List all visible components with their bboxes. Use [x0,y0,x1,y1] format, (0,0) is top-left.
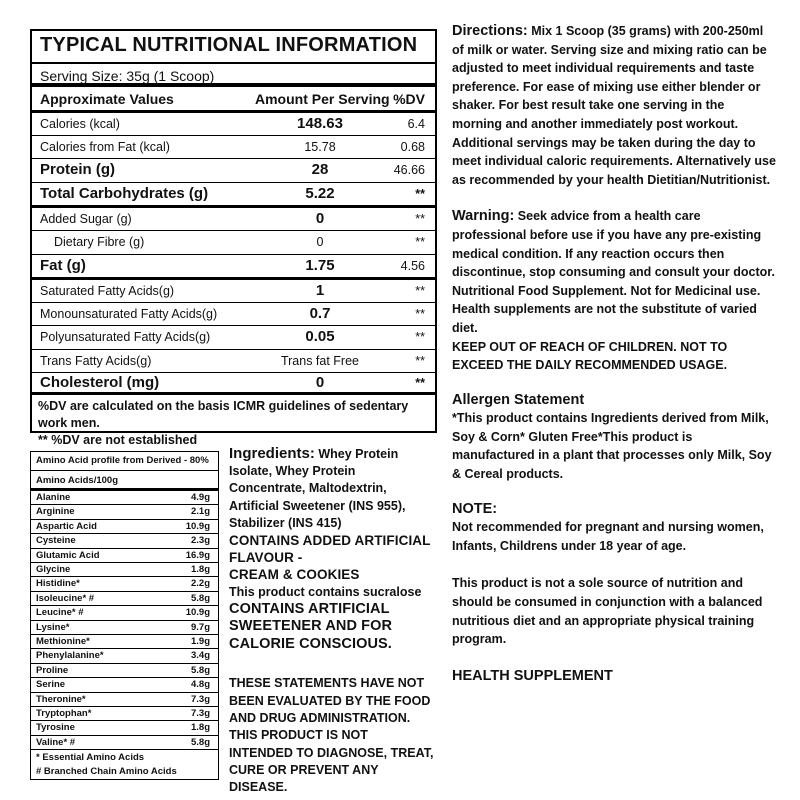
amino-value: 5.8g [190,664,210,676]
amino-name: Methionine* [36,636,90,647]
amino-value: 10.9g [185,520,210,532]
essential-amino-note: * Essential Amino Acids [36,752,145,763]
amino-value: 4.9g [190,492,210,503]
nutrient-dv: 6.4 [407,117,425,131]
nutrition-panel [30,29,437,447]
nutrient-name: Dietary Fibre (g) [54,235,145,249]
allergen-text: *This product contains Ingredients derived from Milk, Soy & Corn* Gluten Free*This product is manufactured in a plant that processes only Milk, Soy & Cereal products. [452,411,772,482]
amino-row [31,563,218,577]
nutrient-amount: 1.75 [305,257,335,274]
ingredients-paragraph [229,445,434,532]
nutrition-row [32,373,435,395]
amino-value: 4.8g [190,679,210,691]
nutrient-dv: ** [415,235,425,249]
amino-value: 1.8g [190,722,210,734]
footnote-dv-not-established: ** %DV are not established [38,433,198,447]
nutrition-row [32,231,435,255]
nutrient-dv: ** [415,307,425,321]
header-approximate-values: Approximate Values [40,91,174,107]
directions-paragraph [452,22,777,189]
nutrition-header-row [32,87,435,113]
added-flavour-notice: CONTAINS ADDED ARTIFICIAL FLAVOUR - [229,533,431,566]
amino-title: Amino Acid profile from Derived - 80% [31,452,218,471]
sucralose-notice: This product contains sucralose [229,584,422,599]
amino-value: 2.1g [190,506,210,518]
nutrient-name: Protein (g) [40,161,115,178]
amino-name: Tryptophan* [36,708,92,719]
ingredients-section [229,445,434,796]
amino-value: 3.4g [190,650,210,662]
amino-row [31,678,218,692]
amino-value: 9.7g [190,621,210,633]
header-amount-per-serving: Amount Per Serving [255,91,390,107]
amino-row [31,635,218,649]
note-heading: NOTE: [452,500,498,517]
amino-row [31,592,218,606]
amino-name: Leucine* # [36,607,84,619]
keep-out-of-reach: KEEP OUT OF REACH OF CHILDREN. NOT TO EXCEED THE DAILY RECOMMENDED USAGE. [452,339,728,373]
flavour-name: CREAM & COOKIES [229,567,360,583]
amino-name: Glycine [36,564,71,575]
directions-text: Mix 1 Scoop (35 grams) with 200-250ml of milk or water. Serving size and mixing ratio can be adjusted to meet individual requirements and taste preference. For ease of mixing use either blender or shaker. For best result take one serving in the morning and another immediately post workout. Additional servings may be taken during the day to meet individual caloric requirements. Alternatively use as recommended by your health Dietitian/Nutritionist. [452,24,776,187]
right-column [452,22,777,685]
amino-name: Theronine* [36,693,86,705]
amino-row [31,534,218,548]
warning-text: Seek advice from a health care professional before use if you have any pre-existing medical condition. If any reaction occurs then discontinue, stop consuming and consult your doctor. Nutritional Food Supplement. Not for Medicinal use. Health supplements are not the substitute of varied diet. [452,209,775,335]
nutrient-name: Calories (kcal) [40,117,120,131]
amino-row [31,520,218,534]
amino-name: Serine [36,679,66,691]
nutrition-footnotes [38,394,435,449]
nutrient-dv: ** [415,284,425,298]
amino-value: 2.2g [190,578,210,590]
health-supplement-label: HEALTH SUPPLEMENT [452,667,613,684]
header-dv: %DV [393,91,425,107]
nutrition-row [32,136,435,159]
nutrition-row [32,255,435,280]
nutrient-name: Calories from Fat (kcal) [40,140,170,154]
amino-value: 7.3g [190,693,210,705]
nutrient-amount: 0 [315,210,325,227]
nutrition-title: TYPICAL NUTRITIONAL INFORMATION [40,34,418,56]
amino-subtitle: Amino Acids/100g [31,471,218,491]
amino-value: 1.8g [190,564,210,575]
nutrient-amount: 0 [315,374,325,391]
amino-name: Proline [36,664,69,676]
amino-row [31,693,218,707]
amino-name: Phenylalanine* [36,650,104,662]
amino-row [31,621,218,635]
amino-row [31,491,218,505]
nutrient-dv: 4.56 [400,259,425,273]
nutrient-name: Cholesterol (mg) [40,374,160,391]
nutrient-dv: ** [415,376,425,390]
amino-acid-panel [30,451,219,780]
nutrient-dv: 46.66 [393,163,425,177]
fda-statement: THESE STATEMENTS HAVE NOT BEEN EVALUATED BY THE FOOD AND DRUG ADMINISTRATION. THIS PRODUCT IS NOT INTENDED TO DIAGNOSE, TREAT, CURE OR PREVENT ANY DISEASE. [229,676,434,795]
nutrition-row [32,303,435,326]
amino-name: Isoleucine* # [36,592,95,604]
nutrition-row [32,280,435,303]
nutrient-amount: 28 [311,161,329,178]
amino-row [31,505,218,519]
amino-footnotes [36,751,177,779]
nutrient-name: Monounsaturated Fatty Acids(g) [40,307,218,321]
nutrient-amount: 0 [316,235,324,249]
amino-name: Glutamic Acid [36,549,100,561]
serving-size: Serving Size: 35g (1 Scoop) [32,62,435,87]
nutrient-name: Polyunsaturated Fatty Acids(g) [40,330,211,344]
nutrient-amount: Trans fat Free [280,354,360,368]
amino-row [31,736,218,750]
nutrient-dv: ** [415,187,425,201]
amino-name: Tyrosine [36,722,75,734]
amino-row [31,549,218,563]
ingredients-text: Whey Protein Isolate, Whey Protein Concentrate, Maltodextrin, Artificial Sweetener (INS 955), Stabilizer (INS 415) [229,447,406,530]
ingredients-heading: Ingredients: [229,445,315,462]
amino-value: 1.9g [190,636,210,647]
nutrient-dv: ** [415,212,425,226]
amino-name: Arginine [36,506,75,518]
nutrient-amount: 15.78 [304,140,336,154]
nutrition-row [32,350,435,373]
nutrient-amount: 148.63 [297,115,343,132]
nutrition-row [32,159,435,183]
amino-row [31,707,218,721]
nutrient-amount: 1 [315,282,325,299]
directions-heading: Directions: [452,23,528,39]
sweetener-warning: CONTAINS ARTIFICIAL SWEETENER AND FOR CALORIE CONSCIOUS. [229,600,393,652]
amino-name: Valine* # [36,736,76,748]
nutrient-name: Added Sugar (g) [40,212,132,226]
warning-paragraph [452,207,777,337]
amino-name: Alanine [36,492,71,503]
amino-name: Cysteine [36,535,76,547]
amino-name: Histidine* [36,578,80,590]
amino-name: Lysine* [36,621,70,633]
amino-value: 5.8g [190,736,210,748]
amino-value: 10.9g [185,607,210,619]
nutrient-name: Total Carbohydrates (g) [40,185,209,202]
nutrient-name: Trans Fatty Acids(g) [40,354,152,368]
amino-row [31,721,218,735]
nutrient-name: Saturated Fatty Acids(g) [40,284,175,298]
nutrition-row [32,183,435,208]
warning-heading: Warning: [452,208,515,225]
nutrition-row [32,113,435,136]
nutrition-row [32,326,435,350]
amino-row [31,649,218,663]
nutrient-amount: 5.22 [305,185,335,202]
amino-value: 2.3g [190,535,210,547]
note-text-2: This product is not a sole source of nutrition and should be consumed in conjunction with a balanced nutritious diet and an appropriate physical training program. [452,576,763,647]
amino-value: 7.3g [190,708,210,719]
nutrient-dv: ** [415,330,425,344]
note-text-1: Not recommended for pregnant and nursing women, Infants, Childrens under 18 year of age. [452,520,764,553]
amino-name: Aspartic Acid [36,520,97,532]
allergen-heading: Allergen Statement [452,391,585,408]
nutrient-dv: 0.68 [400,140,425,154]
amino-row [31,664,218,678]
amino-value: 16.9g [185,549,210,561]
nutrient-name: Fat (g) [40,257,86,274]
amino-row [31,577,218,591]
nutrient-amount: 0.7 [309,305,331,322]
amino-value: 5.8g [190,592,210,604]
nutrient-amount: 0.05 [305,328,335,345]
nutrition-row [32,208,435,231]
nutrient-dv: ** [415,354,425,368]
bcaa-note: # Branched Chain Amino Acids [36,766,177,777]
amino-row [31,606,218,620]
footnote-dv-basis: %DV are calculated on the basis ICMR guidelines of sedentary work men. [38,399,409,430]
